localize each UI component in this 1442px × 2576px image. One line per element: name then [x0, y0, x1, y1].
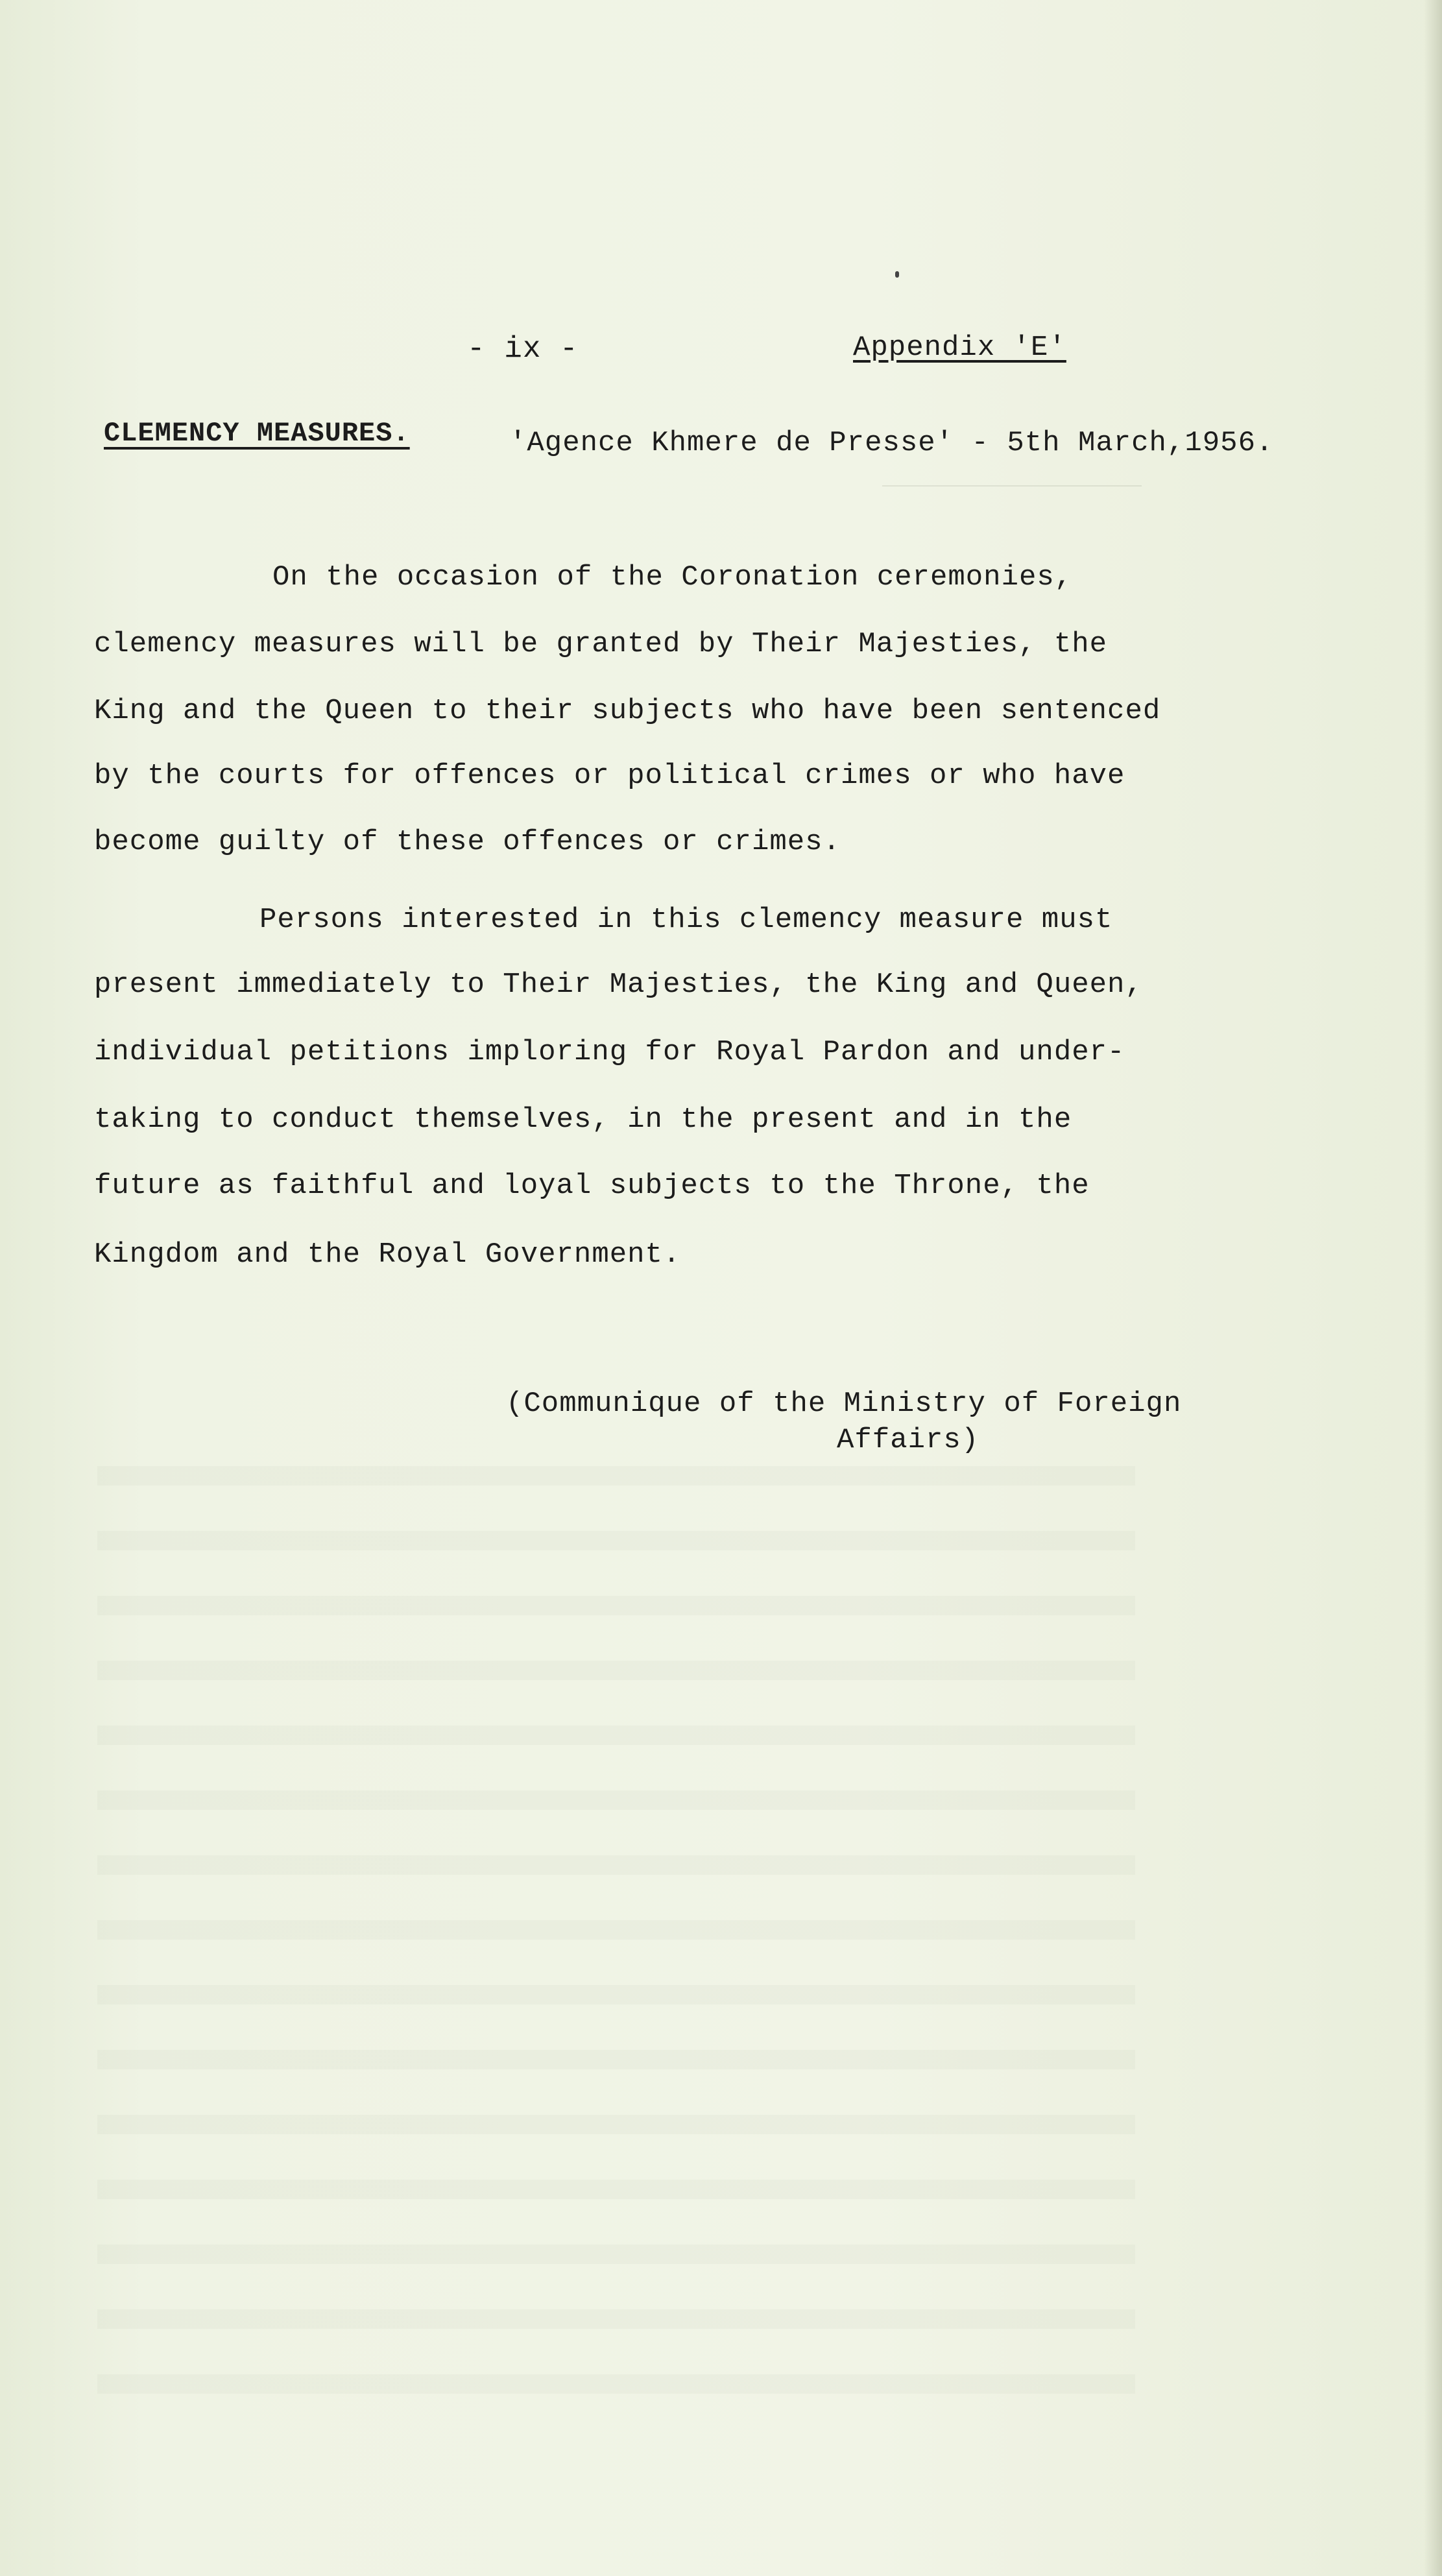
page-edge-shadow: [1424, 0, 1442, 2576]
paragraph-line: Kingdom and the Royal Government.: [94, 1238, 681, 1271]
attribution-line: Affairs): [837, 1424, 979, 1456]
paragraph-line: present immediately to Their Majesties, the King and Queen,: [94, 969, 1143, 1001]
section-heading: CLEMENCY MEASURES.: [104, 418, 410, 449]
paragraph-line: King and the Queen to their subjects who have been sentenced: [94, 695, 1161, 727]
paragraph-line: clemency measures will be granted by Their Majesties, the: [94, 628, 1108, 660]
paragraph-line: Persons interested in this clemency measure must: [259, 904, 1113, 936]
bleed-through-area: [97, 1466, 1135, 2439]
paragraph-line: On the occasion of the Coronation ceremonies,: [272, 561, 1073, 594]
paragraph-line: future as faithful and loyal subjects to the Throne, the: [94, 1170, 1090, 1202]
paragraph-line: taking to conduct themselves, in the present and in the: [94, 1103, 1072, 1136]
attribution-line: (Communique of the Ministry of Foreign: [506, 1388, 1182, 1420]
paragraph-line: individual petitions imploring for Royal Pardon and under-: [94, 1036, 1125, 1068]
ink-dot: [895, 271, 899, 278]
page-number: - ix -: [467, 332, 579, 366]
source-line: 'Agence Khmere de Presse' - 5th March,1956.: [509, 427, 1274, 459]
appendix-label: Appendix 'E': [853, 331, 1066, 364]
paragraph-line: become guilty of these offences or crimes.: [94, 826, 841, 858]
bleed-through-mark: [882, 485, 1142, 512]
paragraph-line: by the courts for offences or political crimes or who have: [94, 760, 1125, 792]
